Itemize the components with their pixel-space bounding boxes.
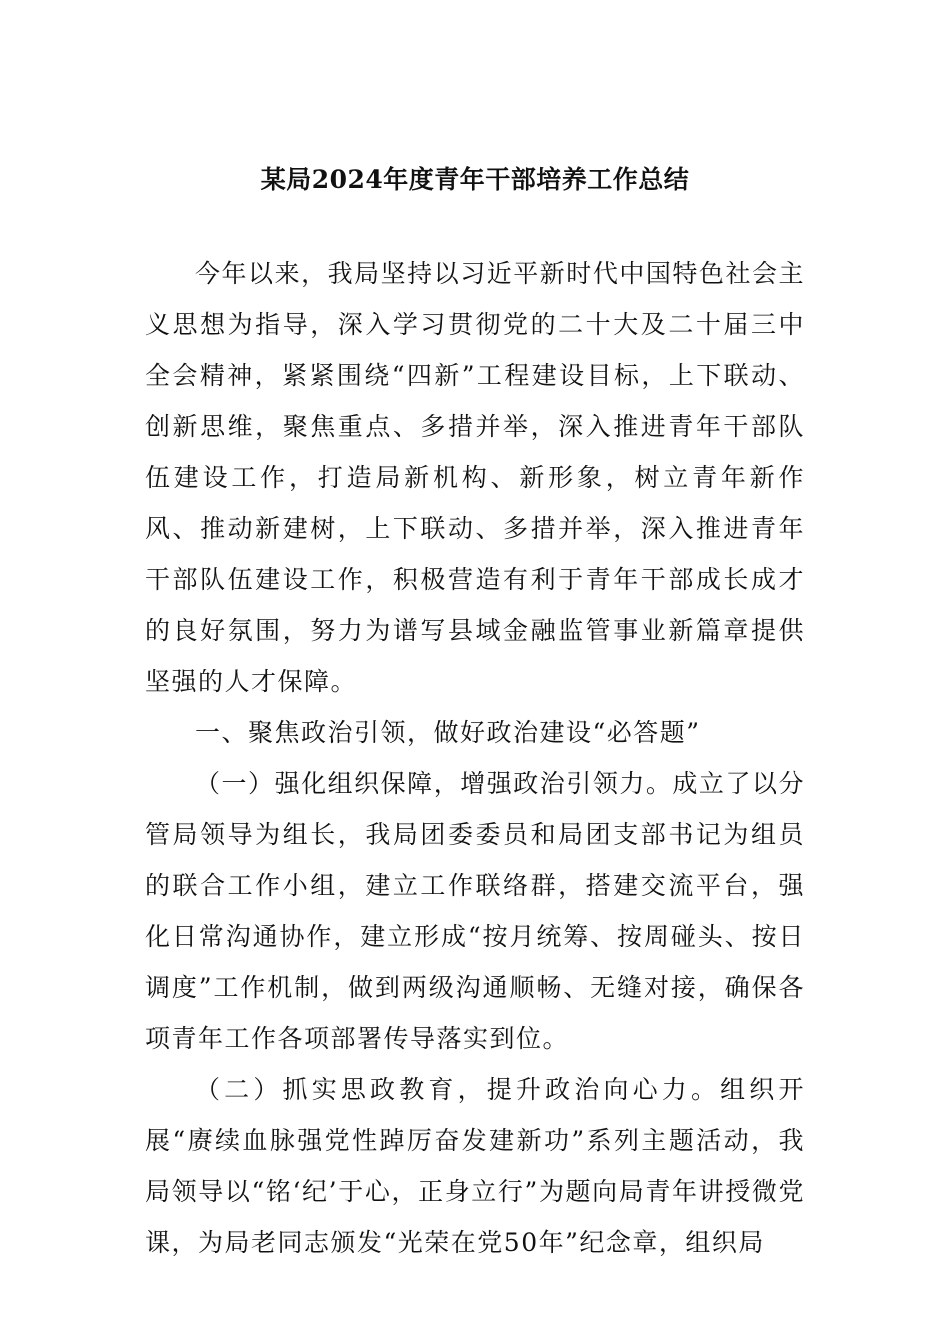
subsection-paragraph-2: （二）抓实思政教育，提升政治向心力。组织开展“赓续血脉强党性踔厉奋发建新功”系列主题活动，我局领导以“铭‘纪’于心，正身立行”为题向局青年讲授微党课，为局老同志颁发“光荣在党50年”纪念章，组织局 (145, 1075, 805, 1257)
subsection-paragraph-1: （一）强化组织保障，增强政治引领力。成立了以分管局领导为组长，我局团委委员和局团支部书记为组员的联合工作小组，建立工作联络群，搭建交流平台，强化日常沟通协作，建立形成“按月统筹、按周碰头、按日调度”工作机制，做到两级沟通顺畅、无缝对接，确保各项青年工作各项部署传导落实到位。 (145, 769, 805, 1053)
document-body (145, 248, 805, 1268)
section-heading-1: 一、聚焦政治引领，做好政治建设“必答题” (195, 718, 701, 747)
document-title: 某局2024年度青年干部培养工作总结 (260, 165, 690, 194)
intro-paragraph: 今年以来，我局坚持以习近平新时代中国特色社会主义思想为指导，深入学习贯彻党的二十大及二十届三中全会精神，紧紧围绕“四新”工程建设目标，上下联动、创新思维，聚焦重点、多措并举，深入推进青年干部队伍建设工作，打造局新机构、新形象，树立青年新作风、推动新建树，上下联动、多措并举，深入推进青年干部队伍建设工作，积极营造有利于青年干部成长成才的良好氛围，努力为谱写县域金融监管事业新篇章提供坚强的人才保障。 (145, 259, 805, 696)
